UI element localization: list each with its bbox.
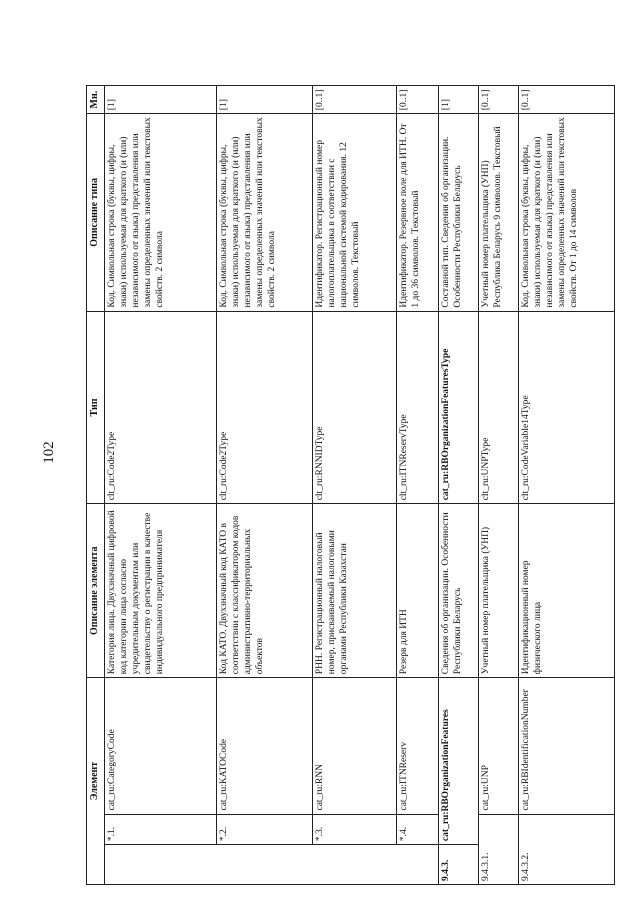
table-header-row: [87, 86, 105, 885]
header-element: Элемент: [87, 678, 105, 885]
element-name: cat_ru:RBOrganizationFeatures: [438, 678, 478, 845]
multiplicity: [0..1]: [478, 86, 518, 114]
indent-cell: [396, 845, 438, 885]
element-name: cat_ru:CategoryCode: [104, 678, 216, 814]
element-type: cat_ru:RBOrganizationFeaturesType: [438, 311, 478, 504]
header-description: Описание элемента: [87, 504, 105, 678]
element-type: clt_ru:Code2Type: [104, 311, 216, 504]
element-name: cat_ru:UNP: [478, 678, 518, 814]
table-row: [312, 86, 396, 885]
element-name: cat_ru:KATOCode: [216, 678, 312, 814]
element-description: Учетный номер плательщика (УНП): [478, 504, 518, 678]
element-type: clt_ru:ITNReservType: [396, 311, 438, 504]
type-description: Код. Символьная строка (буквы, цифры, знаки) используемая для краткого (и (или) независимого от языка) представления или замены определенных значений или текстовых свойств. От 1 до 14 символов: [518, 114, 614, 311]
element-description: Категория лица. Двухзначный цифровой код категории лица согласно учредительным документам или свидетельству о регистрации в качестве индивидуального предпринимателя: [104, 504, 216, 678]
multiplicity: [0..1]: [396, 86, 438, 114]
element-number: *.4.: [396, 814, 438, 845]
multiplicity: [0..1]: [518, 86, 614, 114]
element-type: clt_ru:CodeVariable14Type: [518, 311, 614, 504]
element-name: cat_ru:RNN: [312, 678, 396, 814]
type-description: Учетный номер плательщика (УНП) Республика Беларусь 9 символов. Текстовый: [478, 114, 518, 311]
rotated-table-wrapper: [86, 85, 630, 885]
header-multiplicity: Мн.: [87, 86, 105, 114]
type-description: Код. Символьная строка (буквы, цифры, знаки) используемая для краткого (и (или) независимого от языка) представления или замены определенных значений или текстовых свойств. 2 символа: [104, 114, 216, 311]
element-description: Резерв для ИТН: [396, 504, 438, 678]
element-number: *.1.: [104, 814, 216, 845]
table-row: [518, 86, 614, 885]
multiplicity: [1]: [438, 86, 478, 114]
header-type: Тип: [87, 311, 105, 504]
type-description: Идентификатор. Резервное поле для ИТН. От 1 до 36 символов. Текстовый: [396, 114, 438, 311]
element-type: clt_ru:RNNIDType: [312, 311, 396, 504]
table-row: [478, 86, 518, 885]
table-row: [396, 86, 438, 885]
indent-cell: [216, 845, 312, 885]
element-type: clt_ru:UNPType: [478, 311, 518, 504]
type-description: Код. Символьная строка (буквы, цифры, знаки) используемая для краткого (и (или) независимого от языка) представления или замены определенных значений или текстовых свойств. 2 символа: [216, 114, 312, 311]
table-row: [216, 86, 312, 885]
element-number: *.3.: [312, 814, 396, 845]
schema-table: [86, 85, 615, 885]
table-row: [104, 86, 216, 885]
type-description: Идентификатор. Регистрационный номер налогоплательщика в соответствии с национальной системой кодирования. 12 символов. Текстовый: [312, 114, 396, 311]
multiplicity: [1]: [216, 86, 312, 114]
element-description: РНН. Регистрационный налоговый номер, присваиваемый налоговыми органами Республики Казахстан: [312, 504, 396, 678]
page-number: 102: [40, 441, 57, 464]
element-number: *.2.: [216, 814, 312, 845]
element-number: 9.4.3.1.: [478, 814, 518, 884]
type-description: Составной тип. Сведения об организации. Особенности Республики Беларусь: [438, 114, 478, 311]
multiplicity: [1]: [104, 86, 216, 114]
element-number: 9.4.3.: [438, 845, 478, 885]
table-row: [438, 86, 478, 885]
indent-cell: [312, 845, 396, 885]
element-description: Код КАТО. Двухзначный код КАТО в соответствии с классификатором кодов административно-территориальных объектов: [216, 504, 312, 678]
header-type-description: Описание типа: [87, 114, 105, 311]
multiplicity: [0..1]: [312, 86, 396, 114]
element-number: 9.4.3.2.: [518, 814, 614, 884]
element-type: clt_ru:Code2Type: [216, 311, 312, 504]
element-name: cat_ru:ITNReserv: [396, 678, 438, 814]
element-description: Идентификационный номер физического лица: [518, 504, 614, 678]
element-name: cat_ru:RBIdentificationNumber: [518, 678, 614, 814]
indent-cell: [104, 845, 216, 885]
element-description: Сведения об организации. Особенности Республики Беларусь: [438, 504, 478, 678]
